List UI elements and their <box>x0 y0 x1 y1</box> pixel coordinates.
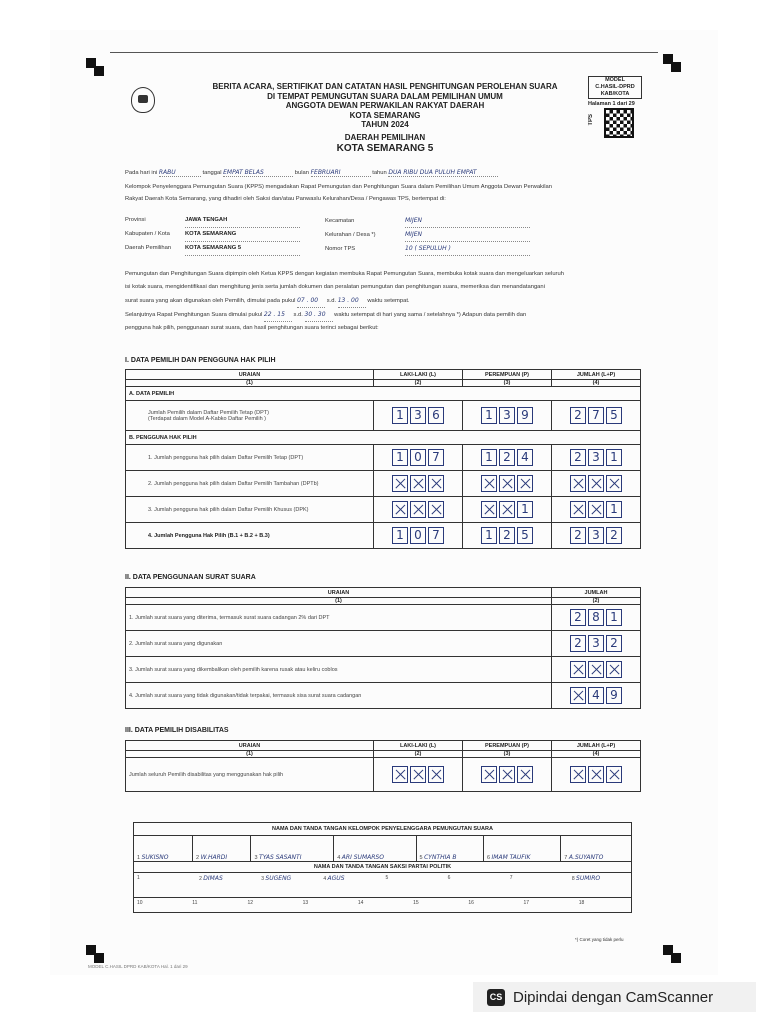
value-cell <box>463 445 552 471</box>
digit-box: 2 <box>606 635 622 652</box>
col-num: (3) <box>463 751 552 758</box>
slot-number: 7 <box>509 875 513 881</box>
bulan-value: FEBRUARI <box>311 169 371 177</box>
crossed-digit-box <box>588 661 604 678</box>
digit-boxes <box>555 449 637 466</box>
saksi-name: AGUS <box>327 875 345 882</box>
digit-boxes <box>555 635 637 652</box>
crossed-digit-box <box>570 501 586 518</box>
dapil-label: DAERAH PEMILIHAN <box>344 133 426 142</box>
value-cell <box>552 683 641 709</box>
saksi-name: SUMIRO <box>576 875 601 882</box>
label: bulan <box>294 170 309 176</box>
slot-number: 8 <box>571 876 577 882</box>
digit-boxes <box>466 766 548 783</box>
text: waktu setempat. <box>367 298 410 304</box>
registration-mark <box>94 66 104 76</box>
subsection-title: A. DATA PEMILIH <box>126 387 641 401</box>
signer-number: 5 <box>419 855 425 861</box>
table-row <box>126 631 641 657</box>
hari-value: RABU <box>159 169 201 177</box>
section-title: III. DATA PEMILIH DISABILITAS <box>125 727 229 734</box>
qr-code-icon <box>604 108 634 138</box>
digit-box: 1 <box>606 501 622 518</box>
kpps-signature-cell <box>561 836 632 862</box>
value-cell <box>552 631 641 657</box>
col-num: (2) <box>374 380 463 387</box>
crossed-digit-box <box>517 766 533 783</box>
camscanner-text: Dipindai dengan CamScanner <box>513 988 714 1006</box>
label: Kabupaten / Kota <box>125 231 170 237</box>
signer-number: 7 <box>564 855 569 861</box>
crossed-digit-box <box>499 766 515 783</box>
saksi-signature-slot <box>320 873 382 897</box>
digit-box: 3 <box>410 407 426 424</box>
digit-box: 3 <box>588 635 604 652</box>
title-line: DI TEMPAT PEMUNGUTAN SUARA DALAM PEMILIHAN UMUM <box>267 91 503 101</box>
digit-box: 1 <box>481 449 497 466</box>
digit-boxes <box>466 527 548 544</box>
saksi-signature-slot <box>383 873 445 897</box>
tahun-value: DUA RIBU DUA PULUH EMPAT <box>388 169 498 177</box>
col-num: (4) <box>552 751 641 758</box>
digit-box: 2 <box>570 609 586 626</box>
digit-box: 1 <box>481 527 497 544</box>
value-cell <box>463 401 552 431</box>
page-footer: MODEL C.HASIL DPRD KAB/KOTA Hal. 1 dari 29 <box>88 964 188 969</box>
crossed-digit-box <box>410 475 426 492</box>
text: waktu setempat di hari yang sama / setelahnya *) Adapun data pemilih dan <box>334 312 527 318</box>
col-header: PEREMPUAN (P) <box>463 741 552 751</box>
row-label: 4. Jumlah Pengguna Hak Pilih (B.1 + B.2 + B.3) <box>126 523 374 549</box>
crossed-digit-box <box>606 475 622 492</box>
value-cell <box>374 445 463 471</box>
digit-boxes <box>466 407 548 424</box>
slot-number: 17 <box>523 900 530 906</box>
label: tahun <box>372 170 387 176</box>
digit-box: 1 <box>392 407 408 424</box>
col-header: JUMLAH <box>552 588 641 598</box>
table-row <box>126 401 641 431</box>
col-header: URAIAN <box>126 370 374 380</box>
dapil-value: KOTA SEMARANG 5 <box>336 142 434 154</box>
crossed-digit-box <box>499 501 515 518</box>
crossed-digit-box <box>499 475 515 492</box>
value-cell <box>552 445 641 471</box>
saksi-signature-slot <box>134 873 196 897</box>
text-line: Rakyat Daerah Kota Semarang, yang dihadiri oleh Saksi dan/atau Panwaslu Kelurahan/Desa / Pengawas TPS, bertempat di: <box>125 196 446 202</box>
crossed-digit-box <box>410 766 426 783</box>
value-cell <box>374 758 463 792</box>
digit-boxes <box>377 449 459 466</box>
digit-boxes <box>555 766 637 783</box>
slot-number: 11 <box>192 900 198 906</box>
col-num: (1) <box>126 380 374 387</box>
col-num: (1) <box>126 751 374 758</box>
col-num: (2) <box>374 751 463 758</box>
signer-name: SUKISNO <box>141 854 169 861</box>
count-end: 30 . 30 <box>305 308 333 322</box>
signer-number: 6 <box>486 855 492 861</box>
slot-number: 14 <box>357 900 364 906</box>
digit-box: 1 <box>517 501 533 518</box>
crossed-digit-box <box>392 766 408 783</box>
saksi-signature-slot <box>134 898 189 912</box>
digit-box: 2 <box>570 635 586 652</box>
digit-box: 2 <box>570 407 586 424</box>
digit-boxes <box>555 609 637 626</box>
digit-boxes <box>377 501 459 518</box>
digit-box: 8 <box>588 609 604 626</box>
saksi-signature-slot <box>189 898 244 912</box>
saksi-signature-slot <box>507 873 569 897</box>
col-header: JUMLAH (L+P) <box>552 741 641 751</box>
digit-box: 2 <box>499 449 515 466</box>
col-num: (2) <box>552 598 641 605</box>
value-cell <box>374 523 463 549</box>
slot-number: 3 <box>261 876 266 882</box>
value-cell <box>552 471 641 497</box>
signer-number: 2 <box>196 855 201 861</box>
section1-table <box>125 369 641 549</box>
saksi-signature-slot <box>244 898 299 912</box>
col-num: (1) <box>126 598 552 605</box>
saksi-cell <box>134 898 632 913</box>
crossed-digit-box <box>392 475 408 492</box>
slot-number: 10 <box>137 900 143 906</box>
slot-number: 16 <box>468 900 474 906</box>
digit-boxes <box>377 527 459 544</box>
row-label: 1. Jumlah surat suara yang diterima, termasuk surat suara cadangan 2% dari DPT <box>126 605 552 631</box>
slot-number: 1 <box>137 875 140 881</box>
digit-box: 6 <box>428 407 444 424</box>
digit-box: 1 <box>606 609 622 626</box>
crossed-digit-box <box>570 766 586 783</box>
crossed-digit-box <box>588 501 604 518</box>
value-cell <box>552 605 641 631</box>
table-row <box>126 445 641 471</box>
signature-table <box>133 822 632 913</box>
digit-box: 0 <box>410 449 426 466</box>
signer-name: TYAS SASANTI <box>259 854 302 861</box>
provinsi-value: JAWA TENGAH <box>185 214 300 228</box>
row-label: 2. Jumlah surat suara yang digunakan <box>126 631 552 657</box>
saksi-signature-slot <box>521 898 576 912</box>
model-line: KAB/KOTA <box>600 91 630 97</box>
saksi-name: DIMAS <box>203 875 223 882</box>
col-num: (3) <box>463 380 552 387</box>
col-header: LAKI-LAKI (L) <box>374 370 463 380</box>
kpps-signature-cell <box>483 836 560 862</box>
digit-boxes <box>555 661 637 678</box>
col-header: URAIAN <box>126 588 552 598</box>
saksi-signature-slot <box>445 873 507 897</box>
label: Kecamatan <box>325 218 355 224</box>
date-line <box>125 169 498 177</box>
time-paragraph <box>125 268 645 335</box>
crossed-digit-box <box>428 766 444 783</box>
saksi-signature-slot <box>576 898 631 912</box>
signer-name: A.SUYANTO <box>568 854 604 861</box>
crossed-digit-box <box>588 766 604 783</box>
section3-table <box>125 740 641 792</box>
slot-number: 4 <box>323 876 328 882</box>
title-line: TAHUN 2024 <box>361 120 409 129</box>
crossed-digit-box <box>570 687 586 704</box>
subsection-title: B. PENGGUNA HAK PILIH <box>126 431 641 445</box>
digit-boxes <box>466 449 548 466</box>
tps-value: 10 ( SEPULUH ) <box>405 242 530 256</box>
model-box <box>588 76 642 99</box>
kpps-signature-cell <box>334 836 416 862</box>
registration-mark <box>671 953 681 963</box>
kabupaten-value: KOTA SEMARANG <box>185 228 300 242</box>
text-line: isi kotak suara, mengidentifikasi dan menghitung jenis serta jumlah dokumen dan peralatan pemungutan dan penghitungan suara, memeriksa dan menandatangani <box>125 284 545 290</box>
digit-box: 2 <box>499 527 515 544</box>
col-header: LAKI-LAKI (L) <box>374 741 463 751</box>
crossed-digit-box <box>481 475 497 492</box>
label: Daerah Pemilihan <box>125 245 172 251</box>
digit-box: 7 <box>588 407 604 424</box>
value-cell <box>374 497 463 523</box>
digit-boxes <box>377 475 459 492</box>
value-cell <box>552 523 641 549</box>
camscanner-logo-icon: CS <box>487 989 505 1006</box>
page-number: Halaman 1 dari 29 <box>588 101 635 107</box>
registration-mark <box>671 62 681 72</box>
digit-box: 1 <box>392 449 408 466</box>
saksi-signature-slot <box>196 873 258 897</box>
crossed-digit-box <box>428 501 444 518</box>
table-row <box>126 605 641 631</box>
table-row <box>126 497 641 523</box>
text: s.d. <box>293 312 303 318</box>
kpps-signature-cell <box>251 836 334 862</box>
value-cell <box>552 657 641 683</box>
digit-boxes <box>555 475 637 492</box>
crossed-digit-box <box>428 475 444 492</box>
col-header: URAIAN <box>126 741 374 751</box>
digit-box: 1 <box>481 407 497 424</box>
saksi-signature-slot <box>569 873 631 897</box>
saksi-cell <box>134 873 632 898</box>
top-rule <box>110 52 658 53</box>
digit-boxes <box>377 407 459 424</box>
digit-box: 3 <box>499 407 515 424</box>
slot-number: 18 <box>578 900 585 906</box>
table-row <box>126 683 641 709</box>
digit-box: 2 <box>570 527 586 544</box>
crossed-digit-box <box>570 661 586 678</box>
label: Pada hari ini <box>125 170 158 176</box>
count-start: 22 . 15 <box>264 308 292 322</box>
model-line: MODEL <box>605 77 625 83</box>
dapil-value: KOTA SEMARANG 5 <box>185 242 300 256</box>
crossed-digit-box <box>517 475 533 492</box>
col-num: (4) <box>552 380 641 387</box>
value-cell <box>374 471 463 497</box>
row-label: 3. Jumlah surat suara yang dikembalikan oleh pemilih karena rusak atau keliru coblos <box>126 657 552 683</box>
digit-box: 4 <box>588 687 604 704</box>
kpps-signature-cell <box>134 836 193 862</box>
title-line: KOTA SEMARANG <box>349 110 421 120</box>
slot-number: 6 <box>447 875 451 881</box>
value-cell <box>463 523 552 549</box>
text: Selanjutnya Rapat Penghitungan Suara dimulai pukul <box>125 312 263 318</box>
row-label: 2. Jumlah pengguna hak pilih dalam Daftar Pemilih Tambahan (DPTb) <box>126 471 374 497</box>
table-row <box>126 758 641 792</box>
kpu-logo-icon <box>131 87 155 113</box>
row-label: Jumlah Pemilih dalam Daftar Pemilih Tetap (DPT) (Terdapat dalam Model A-Kabko Daftar Pemilih ) <box>126 401 374 431</box>
digit-box: 2 <box>570 449 586 466</box>
slot-number: 15 <box>413 900 419 906</box>
saksi-signature-slot <box>300 898 355 912</box>
table-row <box>126 523 641 549</box>
saksi-signature-slot <box>465 898 520 912</box>
digit-box: 5 <box>517 527 533 544</box>
digit-box: 2 <box>606 527 622 544</box>
document-title <box>180 82 590 130</box>
digit-boxes <box>555 687 637 704</box>
row-label: 1. Jumlah pengguna hak pilih dalam Daftar Pemilih Tetap (DPT) <box>126 445 374 471</box>
start-time: 07 . 00 <box>297 294 325 308</box>
digit-boxes <box>555 527 637 544</box>
model-line: C.HASIL-DPRD <box>595 84 635 90</box>
kpps-title: NAMA DAN TANDA TANGAN KELOMPOK PENYELENGGARA PEMUNGUTAN SUARA <box>134 823 632 836</box>
signer-name: W.HARDI <box>200 854 228 861</box>
saksi-name: SUGENG <box>265 875 292 882</box>
digit-box: 9 <box>517 407 533 424</box>
signer-name: CYNTHIA B <box>424 854 457 861</box>
text: s.d. <box>326 298 337 304</box>
slot-number: 2 <box>199 876 204 882</box>
text: surat suara yang akan digunakan oleh Pemilih, dimulai pada pukul <box>125 298 296 304</box>
signer-number: 3 <box>254 855 260 861</box>
text-line: Kelompok Penyelenggara Pemungutan Suara (KPPS) mengadakan Rapat Pemungutan dan Penghitungan Suara dalam Pemilihan Umum Anggota Dewan Perwakilan <box>125 184 552 190</box>
crossed-digit-box <box>392 501 408 518</box>
digit-box: 7 <box>428 449 444 466</box>
saksi-signature-slot <box>258 873 320 897</box>
saksi-row <box>134 873 631 897</box>
footnote: *) Coret yang tidak perlu <box>575 937 624 942</box>
kpps-signature-cell <box>416 836 483 862</box>
crossed-digit-box <box>588 475 604 492</box>
value-cell <box>552 401 641 431</box>
text-line: pengguna hak pilih, penggunaan surat suara, dan hasil penghitungan suara terinci sebagai berikut: <box>125 325 379 331</box>
row-label: 4. Jumlah surat suara yang tidak digunakan/tidak terpakai, termasuk sisa surat suara cadangan <box>126 683 552 709</box>
digit-boxes <box>555 407 637 424</box>
label: Kelurahan / Desa *) <box>325 232 376 238</box>
digit-boxes <box>377 766 459 783</box>
row-label: 3. Jumlah pengguna hak pilih dalam Daftar Pemilih Khusus (DPK) <box>126 497 374 523</box>
table-row <box>126 471 641 497</box>
saksi-row <box>134 898 631 912</box>
label: Nomor TPS <box>325 246 356 252</box>
row-label: Jumlah seluruh Pemilih disabilitas yang menggunakan hak pilih <box>126 758 374 792</box>
title-line: BERITA ACARA, SERTIFIKAT DAN CATATAN HASIL PENGHITUNGAN PEROLEHAN SUARA <box>212 82 558 91</box>
slot-number: 13 <box>302 900 309 906</box>
digit-boxes <box>466 501 548 518</box>
signer-name: IMAM TAUFIK <box>491 854 531 861</box>
slot-number: 12 <box>247 900 253 906</box>
digit-box: 0 <box>410 527 426 544</box>
end-time: 13 . 00 <box>338 294 366 308</box>
digit-boxes <box>555 501 637 518</box>
digit-box: 7 <box>428 527 444 544</box>
value-cell <box>463 758 552 792</box>
value-cell <box>463 471 552 497</box>
value-cell <box>552 497 641 523</box>
tanggal-value: EMPAT BELAS <box>223 169 293 177</box>
digit-box: 5 <box>606 407 622 424</box>
slot-number: 5 <box>385 875 389 881</box>
location-right <box>325 214 530 256</box>
camscanner-banner <box>473 982 756 1012</box>
kpps-signature-cell <box>193 836 251 862</box>
saksi-signature-slot <box>410 898 465 912</box>
dapil-heading <box>180 133 590 155</box>
registration-mark <box>94 953 104 963</box>
label: Provinsi <box>125 217 146 223</box>
kelurahan-value: MIJEN <box>405 228 530 242</box>
label: tanggal <box>202 170 222 176</box>
saksi-signature-slot <box>355 898 410 912</box>
title-line: ANGGOTA DEWAN PERWAKILAN RAKYAT DAERAH <box>285 101 485 110</box>
crossed-digit-box <box>606 661 622 678</box>
crossed-digit-box <box>481 501 497 518</box>
digit-box: 9 <box>606 687 622 704</box>
signer-number: 1 <box>137 855 142 861</box>
table-row <box>126 657 641 683</box>
digit-box: 3 <box>588 527 604 544</box>
kecamatan-value: MIJEN <box>405 214 530 228</box>
value-cell <box>552 758 641 792</box>
value-cell <box>374 401 463 431</box>
side-label: TPS <box>588 114 594 126</box>
col-header: PEREMPUAN (P) <box>463 370 552 380</box>
crossed-digit-box <box>410 501 426 518</box>
signer-number: 4 <box>337 855 342 861</box>
kpps-row <box>134 836 632 862</box>
saksi-title: NAMA DAN TANDA TANGAN SAKSI PARTAI POLITIK <box>134 862 632 873</box>
text-line: Pemungutan dan Penghitungan Suara dipimpin oleh Ketua KPPS dengan kegiatan membuka Rapat Pemungutan Suara, membuka kotak suara dan mengeluarkan seluruh <box>125 271 564 277</box>
section-title: I. DATA PEMILIH DAN PENGGUNA HAK PILIH <box>125 357 276 364</box>
signer-name: ARI SUMARSO <box>341 854 384 861</box>
crossed-digit-box <box>570 475 586 492</box>
section2-table <box>125 587 641 709</box>
digit-box: 1 <box>392 527 408 544</box>
intro-paragraph <box>125 184 645 203</box>
section-title: II. DATA PENGGUNAAN SURAT SUARA <box>125 574 256 581</box>
col-header: JUMLAH (L+P) <box>552 370 641 380</box>
crossed-digit-box <box>606 766 622 783</box>
digit-box: 3 <box>588 449 604 466</box>
crossed-digit-box <box>481 766 497 783</box>
digit-box: 1 <box>606 449 622 466</box>
digit-boxes <box>466 475 548 492</box>
value-cell <box>463 497 552 523</box>
location-left <box>125 214 300 256</box>
digit-box: 4 <box>517 449 533 466</box>
